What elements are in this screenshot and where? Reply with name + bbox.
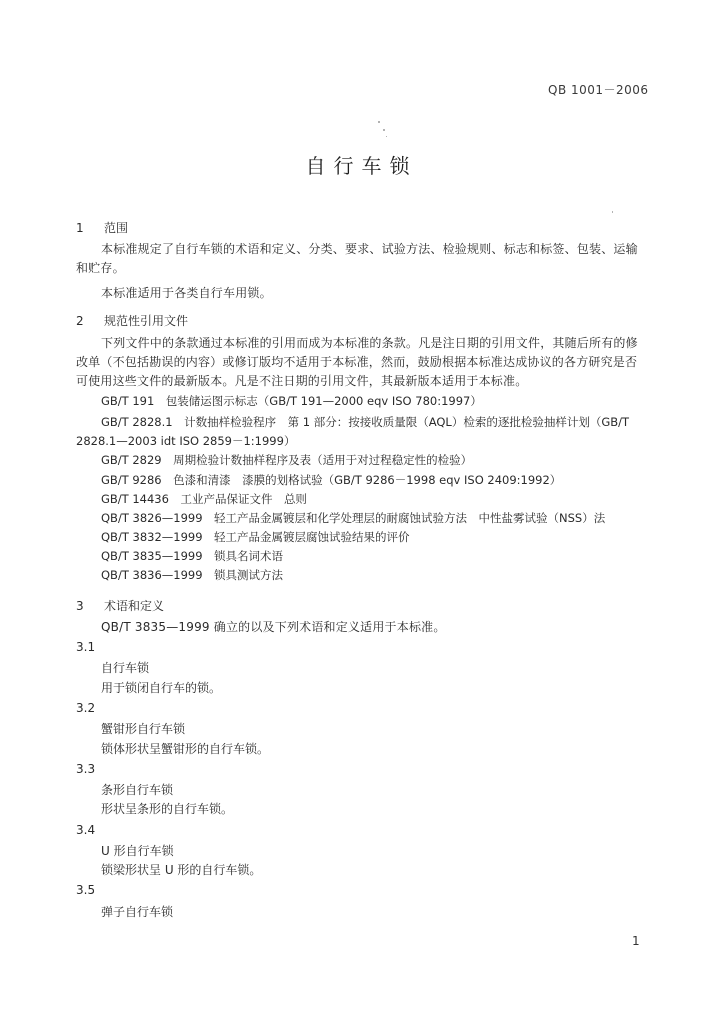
term-number: 3.2 [76, 701, 96, 715]
section-1-paragraph-1: 本标准规定了自行车锁的术语和定义、分类、要求、试验方法、检验规则、标志和标签、包装、运输和贮存。 [76, 242, 638, 275]
reference-item: QB/T 3836—1999 锁具测试方法 [101, 568, 284, 582]
reference-item: GB/T 191 包装储运图示标志（GB/T 191—2000 eqv ISO 780:1997） [101, 394, 482, 408]
section-2-intro: 下列文件中的条款通过本标准的引用而成为本标准的条款。凡是注日期的引用文件，其随后所有的修改单（不包括勘误的内容）或修订版均不适用于本标准，然而，鼓励根据本标准达成协议的各方研究是否可使用这些文件的最新版本。凡是不注日期的引用文件，其最新版本适用于本标准。 [76, 336, 638, 388]
term-name: 蟹钳形自行车锁 [101, 722, 186, 736]
section-title: 术语和定义 [104, 599, 165, 613]
term-number: 3.4 [76, 823, 96, 837]
term-number: 3.1 [76, 640, 96, 654]
scan-speck [386, 136, 387, 137]
document-title: 自行车锁 [305, 154, 418, 178]
term-name: U 形自行车锁 [101, 844, 174, 858]
section-number: 1 [76, 221, 84, 235]
section-3-heading [76, 597, 164, 614]
term-name: 条形自行车锁 [101, 783, 174, 797]
page-number: 1 [632, 934, 640, 948]
standard-code: QB 1001－2006 [548, 83, 649, 97]
reference-item: GB/T 9286 色漆和清漆 漆膜的划格试验（GB/T 9286－1998 eqv ISO 2409:1992） [101, 473, 562, 487]
section-3-intro: QB/T 3835—1999 确立的以及下列术语和定义适用于本标准。 [101, 620, 446, 634]
reference-item: GB/T 2829 周期检验计数抽样程序及表（适用于对过程稳定性的检验） [101, 453, 473, 467]
section-1-heading [76, 219, 128, 236]
term-definition: 锁梁形状呈 U 形的自行车锁。 [101, 863, 262, 877]
scan-speck [612, 211, 613, 213]
section-title: 范围 [104, 221, 129, 235]
term-name: 弹子自行车锁 [101, 905, 174, 919]
term-number: 3.3 [76, 762, 96, 776]
term-name: 自行车锁 [101, 661, 150, 675]
term-number: 3.5 [76, 883, 96, 897]
scan-speck [378, 121, 380, 123]
section-2-heading [76, 312, 188, 329]
reference-item: GB/T 2828.1 计数抽样检验程序 第 1 部分：按接收质量限（AQL）检索的逐批检验抽样计划（GB/T 2828.1—2003 idt ISO 2859－1:1999） [76, 415, 630, 448]
section-1-paragraph-2: 本标准适用于各类自行车用锁。 [101, 286, 272, 300]
section-title: 规范性引用文件 [104, 314, 189, 328]
scan-speck [383, 129, 385, 131]
term-definition: 用于锁闭自行车的锁。 [101, 681, 222, 695]
term-definition: 锁体形状呈蟹钳形的自行车锁。 [101, 742, 270, 756]
reference-item: QB/T 3826—1999 轻工产品金属镀层和化学处理层的耐腐蚀试验方法 中性盐雾试验（NSS）法 [101, 511, 606, 525]
section-number: 2 [76, 314, 84, 328]
reference-item: QB/T 3832—1999 轻工产品金属镀层腐蚀试验结果的评价 [101, 530, 410, 544]
reference-item: QB/T 3835—1999 锁具名词术语 [101, 549, 284, 563]
reference-item: GB/T 14436 工业产品保证文件 总则 [101, 492, 307, 506]
section-number: 3 [76, 599, 84, 613]
term-definition: 形状呈条形的自行车锁。 [101, 802, 234, 816]
